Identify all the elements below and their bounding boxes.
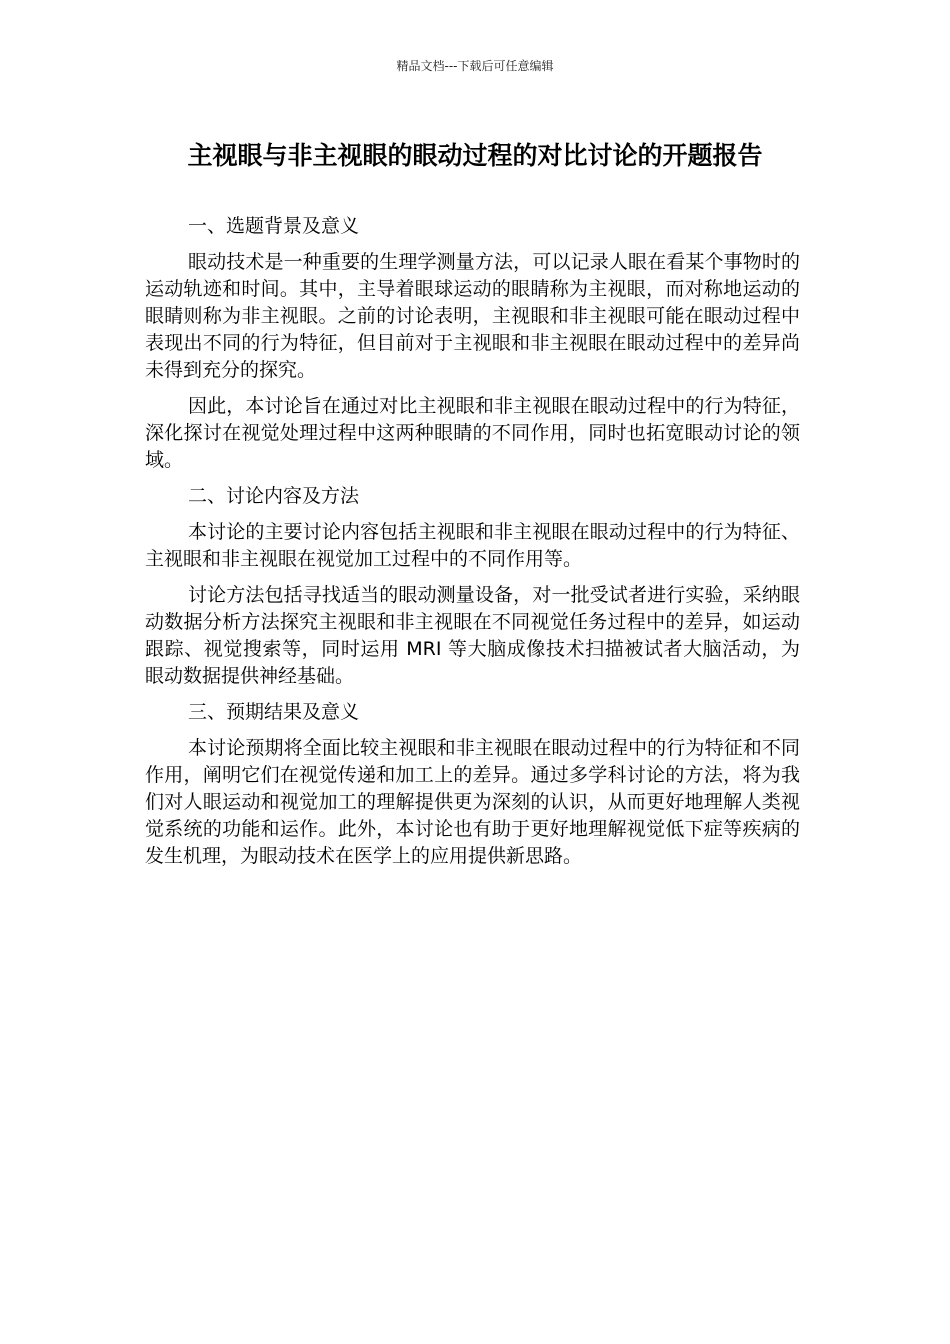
section-heading-background: 一、选题背景及意义 [188, 215, 360, 237]
document-title: 主视眼与非主视眼的眼动过程的对比讨论的开题报告 [187, 141, 763, 170]
section-heading-expected-results: 三、预期结果及意义 [188, 701, 360, 723]
section-heading-content-methods: 二、讨论内容及方法 [188, 485, 360, 507]
page-header: 精品文档---下载后可任意编辑 [396, 59, 554, 73]
document-body [145, 213, 800, 879]
paragraph: 眼动技术是一种重要的生理学测量方法，可以记录人眼在看某个事物时的运动轨迹和时间。其中，主导着眼球运动的眼睛称为主视眼，而对称地运动的眼睛则称为非主视眼。之前的讨论表明，主视眼和非主视眼可能在眼动过程中表现出不同的行为特征，但目前对于主视眼和非主视眼在眼动过程中的差异尚未得到充分的探究。 [145, 251, 800, 381]
paragraph: 本讨论的主要讨论内容包括主视眼和非主视眼在眼动过程中的行为特征、主视眼和非主视眼在视觉加工过程中的不同作用等。 [145, 521, 800, 570]
paragraph: 因此，本讨论旨在通过对比主视眼和非主视眼在眼动过程中的行为特征，深化探讨在视觉处理过程中这两种眼睛的不同作用，同时也拓宽眼动讨论的领域。 [145, 395, 800, 471]
paragraph: 本讨论预期将全面比较主视眼和非主视眼在眼动过程中的行为特征和不同作用，阐明它们在视觉传递和加工上的差异。通过多学科讨论的方法，将为我们对人眼运动和视觉加工的理解提供更为深刻的认识，从而更好地理解人类视觉系统的功能和运作。此外，本讨论也有助于更好地理解视觉低下症等疾病的发生机理，为眼动技术在医学上的应用提供新思路。 [145, 737, 800, 867]
paragraph: 讨论方法包括寻找适当的眼动测量设备，对一批受试者进行实验，采纳眼动数据分析方法探究主视眼和非主视眼在不同视觉任务过程中的差异，如运动跟踪、视觉搜索等，同时运用 MRI 等大脑成像技术扫描被试者大脑活动，为眼动数据提供神经基础。 [145, 584, 800, 687]
